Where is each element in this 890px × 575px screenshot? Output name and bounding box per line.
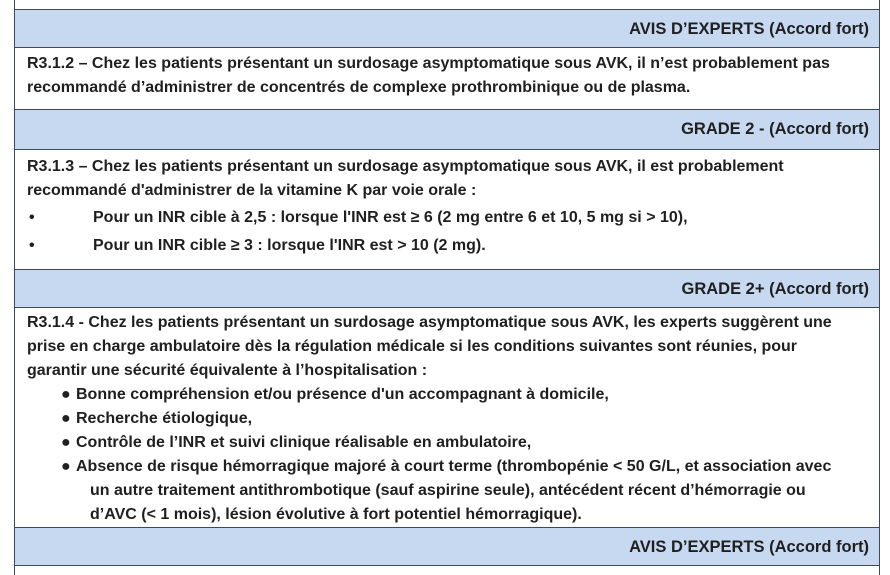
list-item-continuation: d’AVC (< 1 mois), lésion évolutive à fort potentiel hémorragique). <box>90 506 582 523</box>
recommendation-r3-1-2 <box>15 48 879 110</box>
list-item-text: Contrôle de l’INR et suivi clinique réalisable en ambulatoire, <box>76 434 532 451</box>
grade-row-2 <box>15 110 879 150</box>
grade-row-3 <box>15 270 879 308</box>
recommendations-table <box>14 0 880 575</box>
bullet-icon: ● <box>61 386 71 403</box>
list-item <box>27 383 869 407</box>
top-strip <box>15 0 879 10</box>
list-item <box>27 407 869 431</box>
grade-label: GRADE 2+ (Accord fort) <box>681 280 869 298</box>
rec-text-line: garantir une sécurité équivalente à l’hospitalisation : <box>27 362 428 379</box>
grade-row-4 <box>15 528 879 566</box>
rec-text-line: R3.1.4 - Chez les patients présentant un surdosage asymptomatique sous AVK, les experts suggèrent une <box>27 314 832 331</box>
list-item-text: Recherche étiologique, <box>76 410 253 427</box>
list-item <box>27 206 869 230</box>
bullet-icon: ● <box>61 410 71 427</box>
grade-label: GRADE 2 - (Accord fort) <box>681 120 869 138</box>
grade-label: AVIS D’EXPERTS (Accord fort) <box>629 20 869 38</box>
list-item <box>27 431 869 455</box>
bullet-icon: ● <box>61 458 71 475</box>
list-item <box>27 234 869 258</box>
rec-text-line: recommandé d’administrer de concentrés de complexe prothrombinique ou de plasma. <box>27 79 691 96</box>
bullet-icon: • <box>29 237 35 254</box>
grade-label: AVIS D’EXPERTS (Accord fort) <box>629 538 869 556</box>
list-item-text: Pour un INR cible à 2,5 : lorsque l'INR est ≥ 6 (2 mg entre 6 et 10, 5 mg si > 10), <box>93 209 688 226</box>
list-item-text: Bonne compréhension et/ou présence d'un accompagnant à domicile, <box>76 386 609 403</box>
rec-text-line: recommandé d'administrer de la vitamine K par voie orale : <box>27 182 477 199</box>
recommendation-r3-1-3 <box>15 150 879 270</box>
list-item-text: Absence de risque hémorragique majoré à court terme (thrombopénie < 50 G/L, et association avec <box>76 458 832 475</box>
rec-text-line: prise en charge ambulatoire dès la régulation médicale si les conditions suivantes sont réunies, pour <box>27 338 797 355</box>
rec-text-line: R3.1.2 – Chez les patients présentant un surdosage asymptomatique sous AVK, il n’est probablement pas <box>27 55 830 72</box>
list-item-text: Pour un INR cible ≥ 3 : lorsque l'INR est > 10 (2 mg). <box>93 237 486 254</box>
grade-row-1 <box>15 10 879 48</box>
list-item <box>27 455 869 479</box>
list-item-continuation: un autre traitement antithrombotique (sauf aspirine seule), antécédent récent d’hémorragie ou <box>90 482 806 499</box>
recommendation-r3-1-4 <box>15 308 879 528</box>
bullet-icon: • <box>29 209 35 226</box>
rec-text-line: R3.1.3 – Chez les patients présentant un surdosage asymptomatique sous AVK, il est probablement <box>27 158 784 175</box>
bullet-icon: ● <box>61 434 71 451</box>
